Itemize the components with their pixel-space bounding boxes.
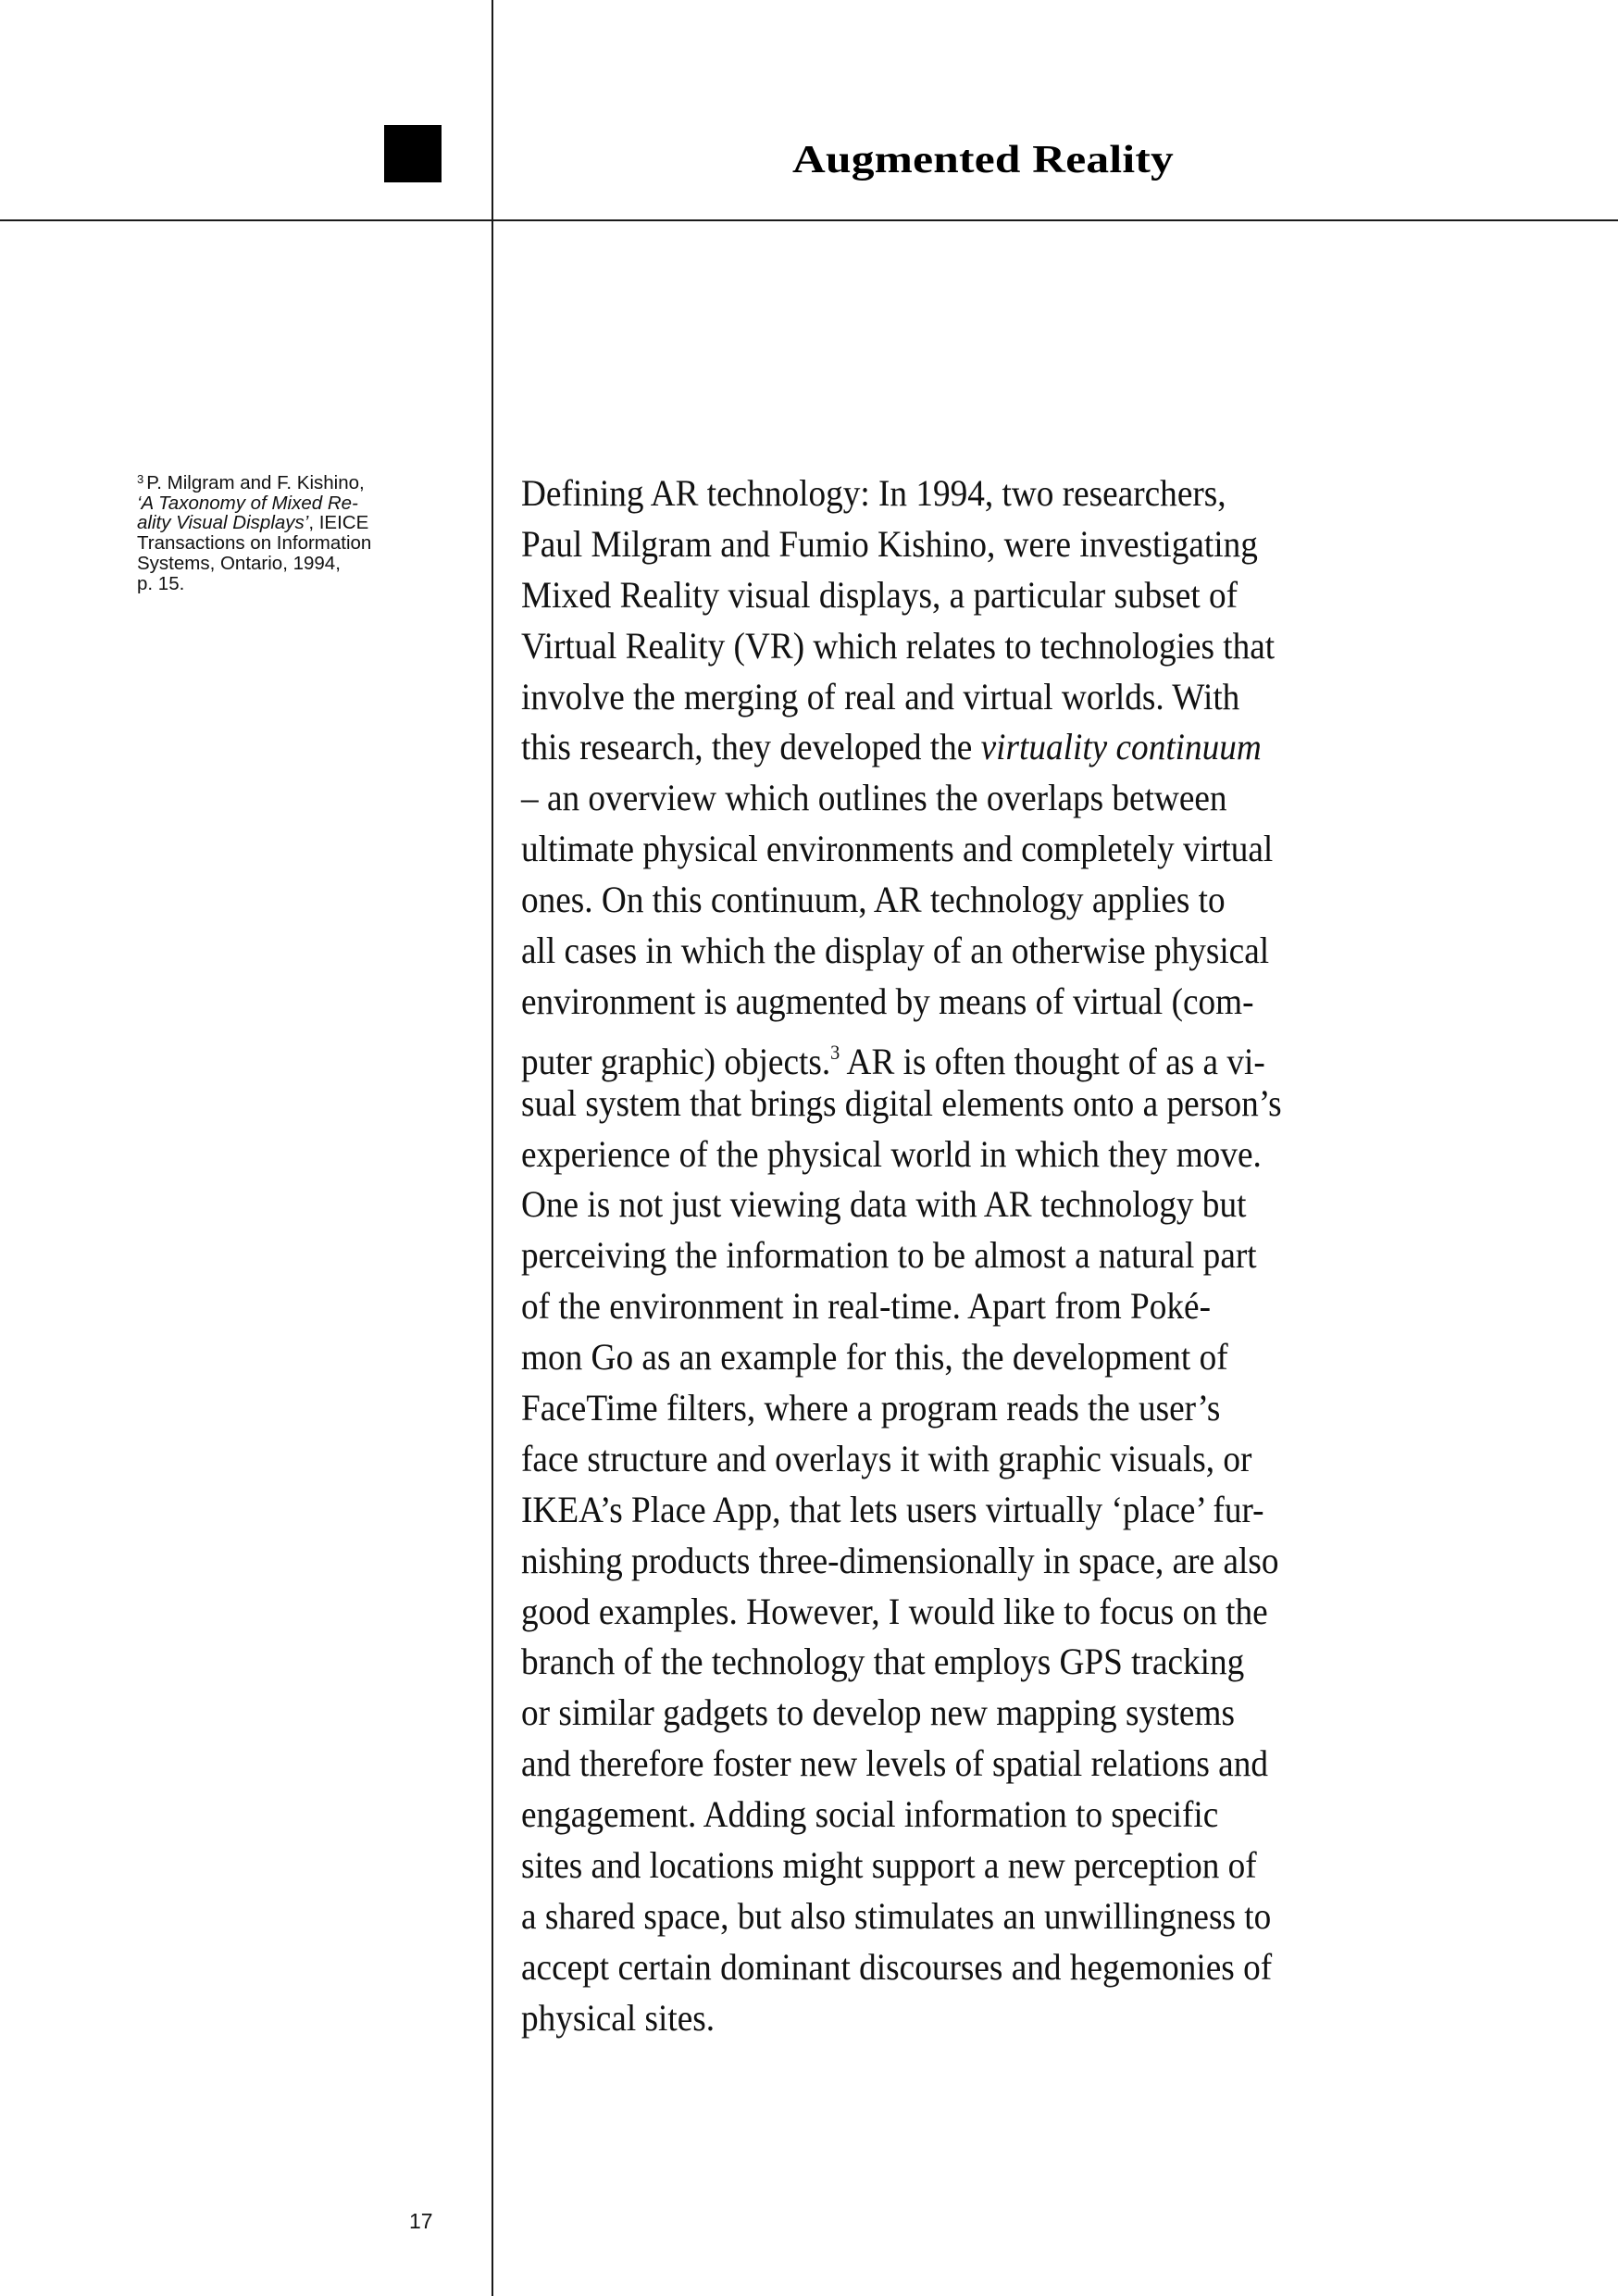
italic-term: virtuality continuum	[980, 726, 1262, 768]
footnote	[137, 469, 442, 593]
body-text-run: ones. On this continuum, AR technology applies to	[521, 879, 1226, 921]
body-line	[521, 722, 1447, 773]
body-line	[521, 1841, 1447, 1891]
body-text-run: IKEA’s Place App, that lets users virtually ‘place’ fur-	[521, 1488, 1264, 1530]
body-line	[521, 1332, 1447, 1383]
body-text-run: Defining AR technology: In 1994, two researchers,	[521, 472, 1226, 514]
body-text-run: involve the merging of real and virtual worlds. With	[521, 675, 1240, 718]
body-line	[521, 1739, 1447, 1790]
footnote-text: Transactions on Information	[137, 532, 372, 555]
body-text-run: FaceTime filters, where a program reads the user’s	[521, 1387, 1221, 1429]
footnote-text: , IEICE	[308, 512, 369, 534]
body-text-run: branch of the technology that employs GPS tracking	[521, 1641, 1245, 1683]
body-text-run: AR is often thought of as a vi-	[840, 1040, 1265, 1082]
body-line	[521, 824, 1447, 875]
body-line	[521, 468, 1447, 519]
black-square-marker-icon	[384, 125, 442, 182]
footnote-line	[137, 574, 442, 594]
body-text-run: Mixed Reality visual displays, a particular subset of	[521, 573, 1238, 616]
body-line	[521, 1688, 1447, 1739]
body-text-run: or similar gadgets to develop new mapping systems	[521, 1691, 1235, 1734]
body-line	[521, 1028, 1447, 1082]
body-line	[521, 1281, 1447, 1332]
body-line	[521, 1434, 1447, 1485]
body-line	[521, 1637, 1447, 1688]
body-text-run: environment is augmented by means of virtual (com-	[521, 980, 1254, 1022]
body-text-run: of the environment in real-time. Apart from Poké-	[521, 1285, 1211, 1328]
body-text-run: Virtual Reality (VR) which relates to technologies that	[521, 624, 1276, 667]
body-line	[521, 672, 1447, 723]
body-line	[521, 1942, 1447, 1993]
body-line	[521, 1230, 1447, 1281]
page-number: 17	[409, 2209, 433, 2233]
footnote-text: p. 15.	[137, 572, 185, 594]
body-text-run: and therefore foster new levels of spatial relations and	[521, 1742, 1268, 1785]
running-title: Augmented Reality	[792, 139, 1174, 181]
footnote-text: Systems, Ontario, 1994,	[137, 552, 341, 574]
body-text-run: – an overview which outlines the overlaps between	[521, 777, 1227, 819]
body-text-run: all cases in which the display of an otherwise physical	[521, 930, 1270, 972]
footnote-line	[137, 533, 442, 554]
body-line	[521, 1129, 1447, 1180]
footnote-line	[137, 469, 442, 493]
footnote-italic-title: ality Visual Displays’	[137, 512, 309, 534]
body-text-run: engagement. Adding social information to specific	[521, 1793, 1219, 1836]
body-line	[521, 1891, 1447, 1942]
body-text-run: One is not just viewing data with AR technology but	[521, 1183, 1247, 1226]
footnote-italic-title: ‘A Taxonomy of Mixed Re-	[137, 492, 358, 514]
body-line	[521, 1587, 1447, 1638]
body-line	[521, 926, 1447, 977]
body-line	[521, 875, 1447, 926]
footnote-line	[137, 513, 442, 533]
body-text-run: ultimate physical environments and completely virtual	[521, 828, 1274, 870]
body-line	[521, 1790, 1447, 1841]
body-text-run: experience of the physical world in which they move.	[521, 1132, 1262, 1175]
body-line	[521, 519, 1447, 570]
body-text-run: sual system that brings digital elements onto a person’s	[521, 1081, 1282, 1124]
body-line	[521, 773, 1447, 824]
body-text-run: perceiving the information to be almost a natural part	[521, 1234, 1257, 1277]
body-text-run: face structure and overlays it with graphic visuals, or	[521, 1437, 1252, 1479]
footnote-line	[137, 554, 442, 574]
body-text-run: this research, they developed the	[521, 726, 981, 768]
body-text-run: accept certain dominant discourses and hegemonies of	[521, 1945, 1273, 1988]
footnote-reference: 3	[830, 1040, 840, 1064]
column-divider	[492, 0, 493, 2296]
body-text-run: physical sites.	[521, 1996, 716, 2039]
body-text-run: mon Go as an example for this, the development of	[521, 1336, 1228, 1379]
body-line	[521, 621, 1447, 672]
footnote-line	[137, 493, 442, 514]
body-line	[521, 570, 1447, 621]
footnote-mark: 3	[137, 472, 144, 486]
body-text-run: puter graphic) objects.	[521, 1040, 831, 1082]
body-line	[521, 1079, 1447, 1129]
body-text-run: Paul Milgram and Fumio Kishino, were investigating	[521, 522, 1258, 565]
body-line	[521, 1993, 1447, 2044]
body-text-run: sites and locations might support a new perception of	[521, 1844, 1257, 1887]
body-text-run: good examples. However, I would like to focus on the	[521, 1590, 1268, 1632]
body-line	[521, 977, 1447, 1028]
body-text-run: a shared space, but also stimulates an unwillingness to	[521, 1894, 1272, 1937]
body-line	[521, 1179, 1447, 1230]
body-line	[521, 1383, 1447, 1434]
body-paragraph	[521, 468, 1447, 2044]
body-line	[521, 1536, 1447, 1587]
body-text-run: nishing products three-dimensionally in space, are also	[521, 1539, 1279, 1581]
footnote-text: P. Milgram and F. Kishino,	[146, 472, 365, 493]
body-line	[521, 1485, 1447, 1536]
header-divider	[0, 219, 1618, 221]
